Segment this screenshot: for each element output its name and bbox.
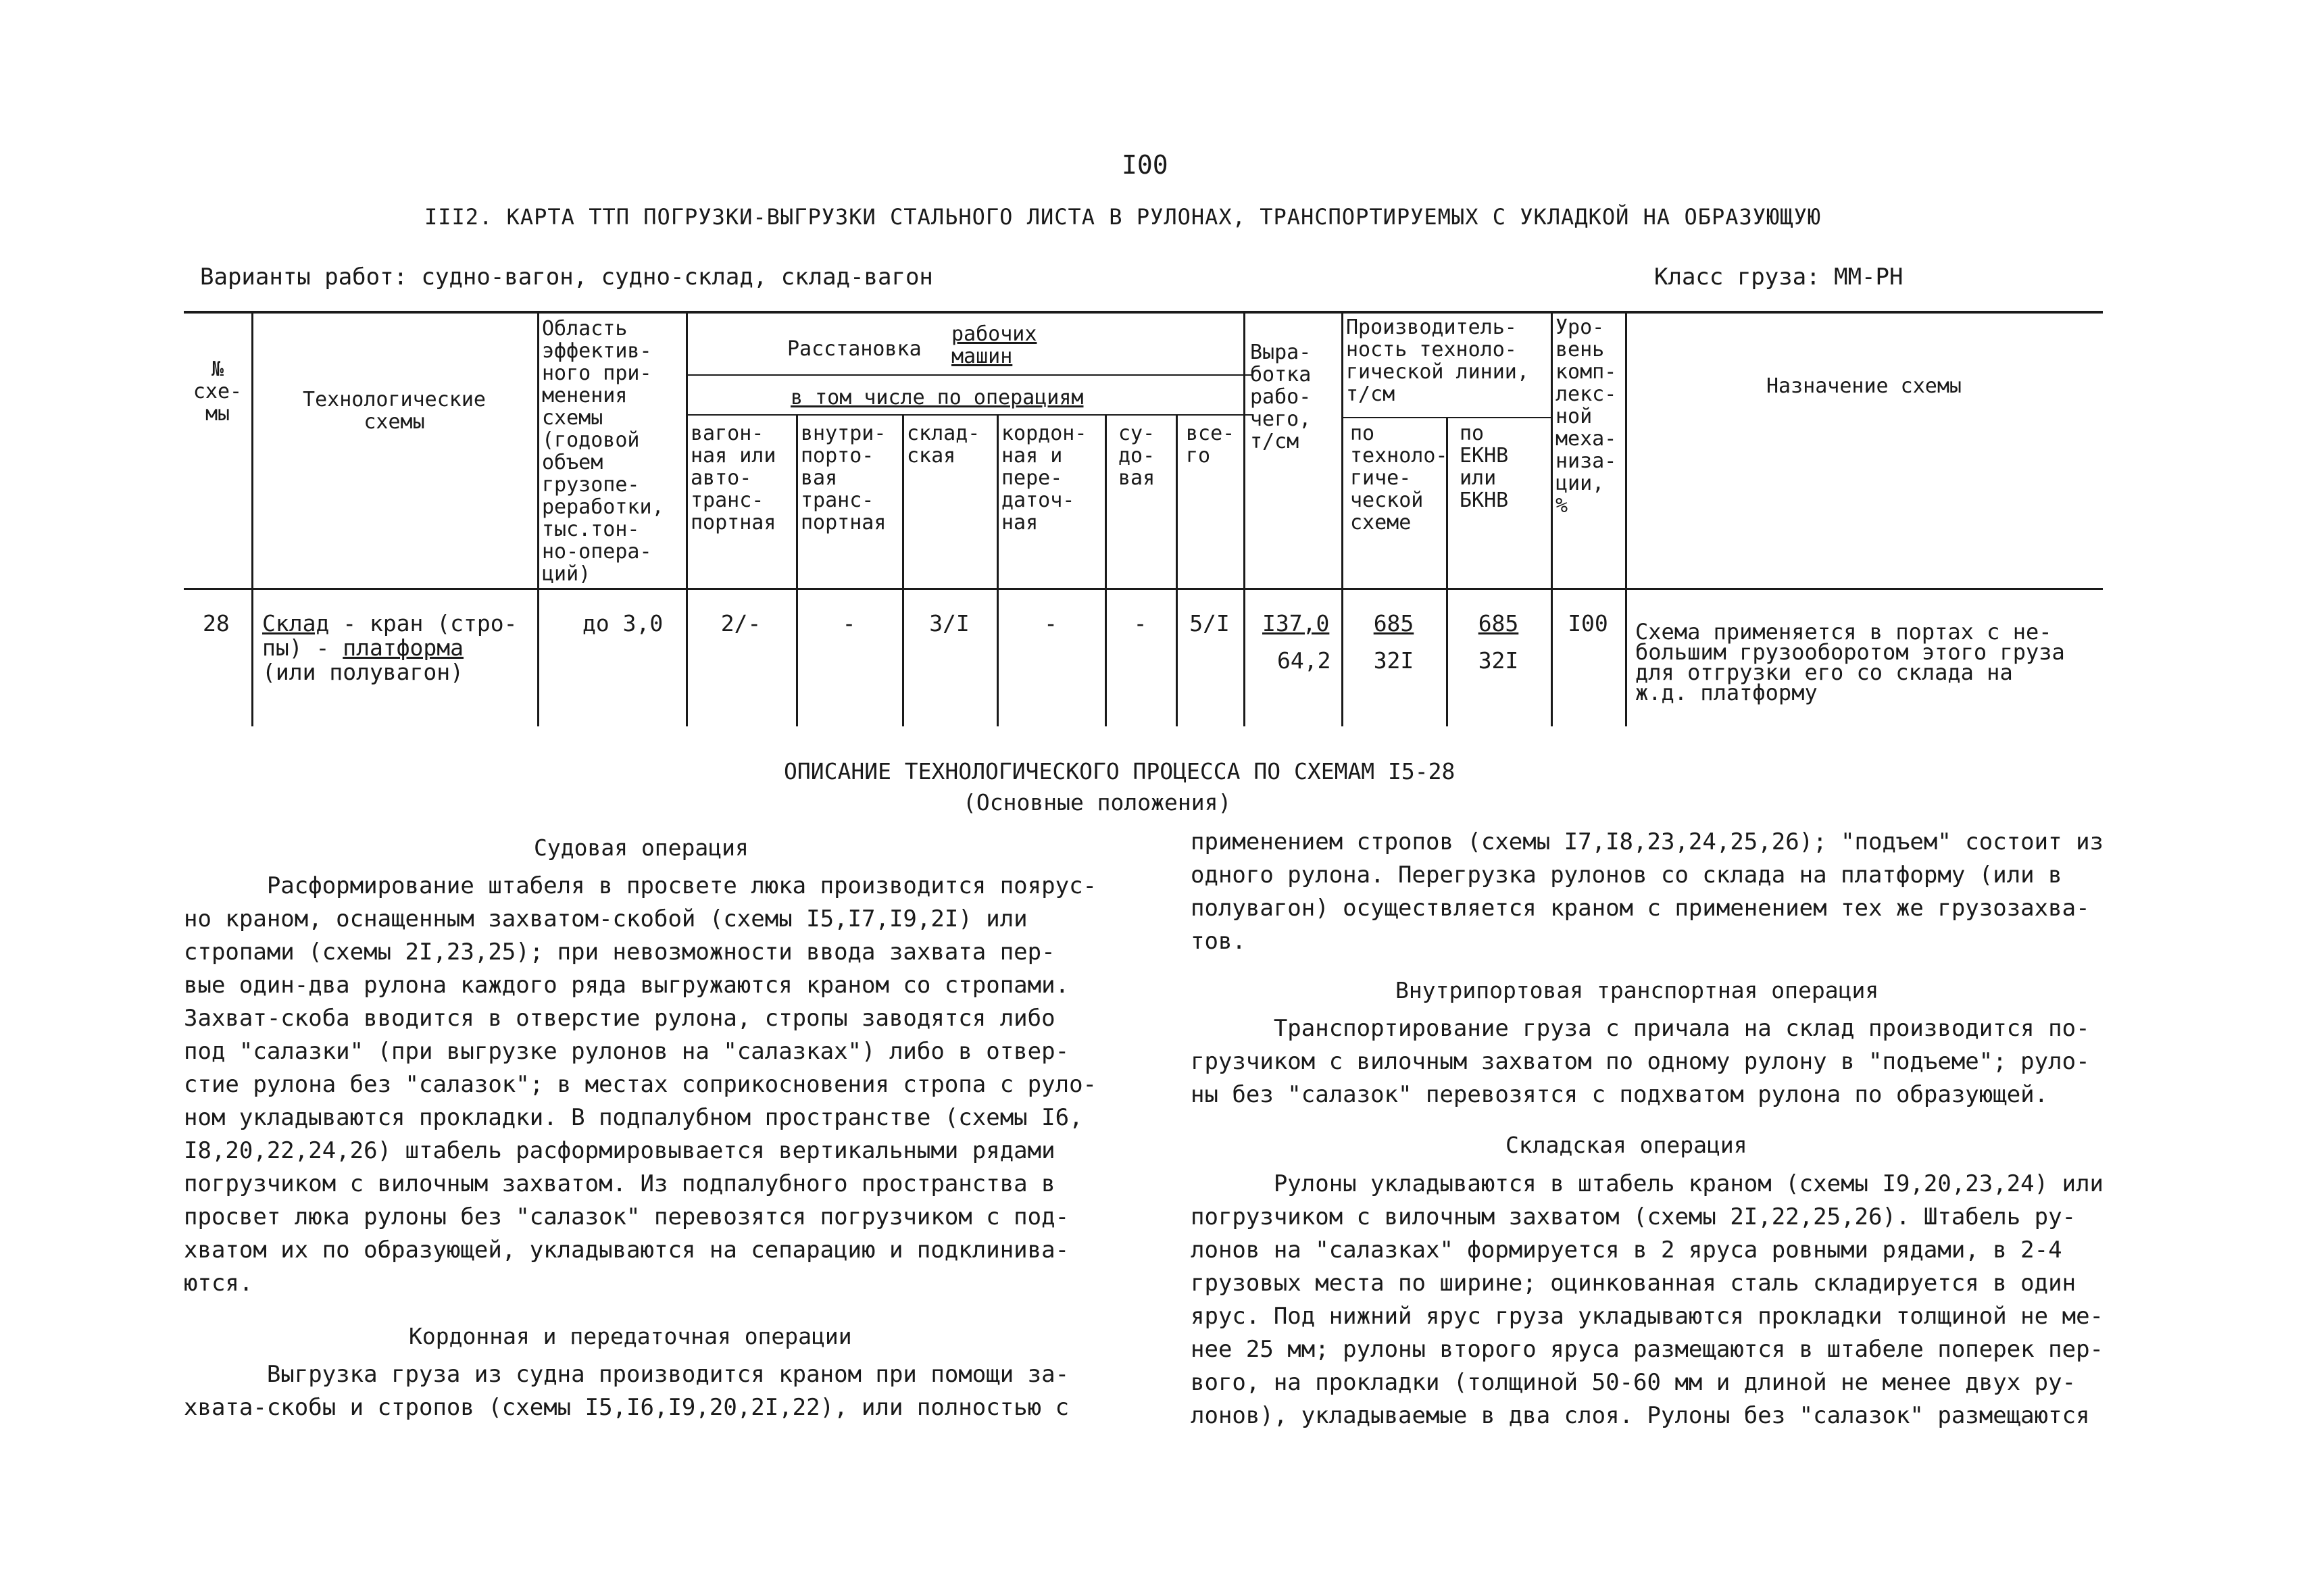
page-title: III2. КАРТА ТТП ПОГРУЗКИ-ВЫГРУЗКИ СТАЛЬНОГО ЛИСТА В РУЛОНАХ, ТРАНСПОРТИРУЕМЫХ С УКЛАДКОЙ НА ОБРАЗУЮЩУЮ bbox=[424, 204, 1822, 230]
row-op-total: 5/I bbox=[1189, 610, 1230, 637]
row-op-kordon: - bbox=[1044, 610, 1057, 637]
tech-slings: пы) - bbox=[262, 634, 343, 661]
heading-inport-operation: Внутрипортовая транспортная операция bbox=[1395, 977, 1879, 1003]
row-ekhnv-top: 685 bbox=[1478, 610, 1519, 637]
paragraph-ship-operation: Расформирование штабеля в просвете люка производится поярус- но краном, оснащенным захватом-скобой (схемы I5,I7,I9,2I) или стропами (схемы 2I,23,25); при невозможности ввода захвата пер- вые один-два рулона каждого ряда выгружаются краном со стропами. Захват-скоба вводится в отверстие рулона, стропы заводятся либо под "салазки" (при выгрузке рулонов на "салазках") либо в отвер- стие рулона без "салазок"; в местах соприкосновения стропа с руло- ном укладываются прокладки. В подпалубном пространстве (схемы I6, I8,20,22,24,26) штабель расформировывается вертикальными рядами погрузчиком с вилочным захватом. Из подпалубного пространства в просвет люка рулоны без "салазок" перевозятся погрузчиком с под- хватом их по образующей, укладываются на сепарацию и подклинива- ются. bbox=[184, 872, 1097, 1297]
col-line bbox=[251, 311, 253, 726]
row-prod-top: 685 bbox=[1373, 610, 1414, 637]
work-variants: Варианты работ: судно-вагон, судно-склад, склад-вагон bbox=[200, 264, 933, 291]
hdr-prod-by-scheme: по техноло- гиче- ческой схеме bbox=[1350, 422, 1448, 534]
row-tech-scheme-line3: (или полувагон) bbox=[262, 659, 464, 685]
description-subtitle: (Основные положения) bbox=[963, 789, 1232, 816]
table-top-border bbox=[184, 311, 2103, 314]
hdr-placement-machines: рабочих машин bbox=[951, 322, 1037, 368]
header-bottom-border bbox=[184, 588, 2103, 590]
row-mechanization: I00 bbox=[1568, 610, 1608, 637]
row-op-warehouse: 3/I bbox=[929, 610, 970, 637]
row-op-inport: - bbox=[842, 610, 856, 637]
col-line bbox=[686, 311, 688, 726]
heading-warehouse-operation: Складская операция bbox=[1505, 1132, 1747, 1158]
tech-warehouse: Склад bbox=[262, 610, 330, 637]
hdr-scheme-number: № схе- мы bbox=[193, 357, 243, 426]
hdr-purpose: Назначение схемы bbox=[1766, 374, 1962, 398]
hdr-op-kordon: кордон- ная и пере- даточ- ная bbox=[1001, 422, 1087, 534]
hdr-productivity: Производитель- ность техноло- гической линии, т/см bbox=[1346, 316, 1529, 406]
row-output-top: I37,0 bbox=[1262, 610, 1330, 637]
hdr-op-wagon: вагон- ная или авто- транс- портная bbox=[691, 422, 776, 534]
row-scheme-number: 28 bbox=[203, 610, 230, 637]
col-line bbox=[902, 416, 904, 726]
tech-platform: платформа bbox=[343, 634, 464, 661]
row-prod-bottom: 32I bbox=[1373, 647, 1414, 674]
col-line bbox=[997, 416, 999, 726]
paragraph-kordon-continued: применением стропов (схемы I7,I8,23,24,25,26); "подъем" состоит из одного рулона. Перегрузка рулонов со склада на платформу (или в полувагон) осуществляется краном с применением тех же грузозахва- тов. bbox=[1191, 828, 2104, 955]
row-op-wagon: 2/- bbox=[720, 610, 762, 637]
page-number: I00 bbox=[1122, 150, 1168, 180]
col-line bbox=[1176, 416, 1178, 726]
hdr-op-ship: су- до- вая bbox=[1118, 422, 1155, 490]
hdr-op-total: все- го bbox=[1186, 422, 1235, 468]
tech-crane: - кран (стро- bbox=[329, 610, 518, 637]
paragraph-warehouse-operation: Рулоны укладываются в штабель краном (схемы I9,20,23,24) или погрузчиком с вилочным захватом (схемы 2I,22,25,26). Штабель ру- лонов на "салазках" формируется в 2 яруса ровными рядами, в 2-4 грузовых места по ширине; оцинкованная сталь складируется в один ярус. Под нижний ярус груза укладываются прокладки толщиной не ме- нее 25 мм; рулоны второго яруса размещаются в штабеле поперек пер- вого, на прокладки (толщиной 50-60 мм и длиной не менее двух ру- лонов), укладываемые в два слоя. Рулоны без "салазок" размещаются bbox=[1191, 1170, 2104, 1429]
hdr-prod-by-ekhnv: по ЕКНВ или БКНВ bbox=[1460, 422, 1509, 512]
col-line bbox=[1243, 311, 1245, 726]
paragraph-kordon-operation: Выгрузка груза из судна производится краном при помощи за- хвата-скобы и стропов (схемы I5,I6,I9,20,2I,22), или полностью с bbox=[184, 1361, 1070, 1421]
hdr-op-inport: внутри- порто- вая транс- портная bbox=[801, 422, 887, 534]
placement-divider bbox=[686, 374, 1253, 376]
row-area: до 3,0 bbox=[582, 610, 664, 637]
hdr-output: Выра- ботка рабо- чего, т/см bbox=[1250, 341, 1312, 453]
hdr-by-operations: в том числе по операциям bbox=[791, 386, 1084, 409]
hdr-op-warehouse: склад- ская bbox=[907, 422, 980, 468]
hdr-application-area: Область эффектив- ного при- менения схемы (годовой объем грузопе- реработки, тыс.тон- но-опера- ций) bbox=[542, 317, 664, 586]
hdr-mechanization: Уро- вень комп- лекс- ной меха- низа- ции, % bbox=[1555, 316, 1617, 518]
row-op-ship: - bbox=[1133, 610, 1147, 637]
col-line bbox=[1551, 311, 1553, 726]
ops-divider bbox=[686, 414, 1253, 416]
cargo-class: Класс груза: ММ-РН bbox=[1654, 264, 1903, 291]
col-line bbox=[796, 416, 798, 726]
hdr-tech-schemes: Технологические схемы bbox=[303, 388, 486, 434]
col-line bbox=[1625, 311, 1627, 726]
row-tech-scheme bbox=[262, 612, 518, 636]
col-line bbox=[537, 311, 539, 726]
description-title: ОПИСАНИЕ ТЕХНОЛОГИЧЕСКОГО ПРОЦЕССА ПО СХЕМАМ I5-28 bbox=[784, 758, 1455, 784]
row-purpose: Схема применяется в портах с не- большим грузооборотом этого груза для отгрузки его со склада на ж.д. платформу bbox=[1635, 619, 2065, 705]
row-tech-scheme-line2 bbox=[262, 636, 464, 660]
row-output-bottom: 64,2 bbox=[1277, 647, 1331, 674]
row-ekhnv-bottom: 32I bbox=[1478, 647, 1519, 674]
paragraph-inport-operation: Транспортирование груза с причала на склад производится по- грузчиком с вилочным захватом по одному рулону в "подъеме"; руло- ны без "салазок" перевозятся с подхватом рулона по образующей. bbox=[1191, 1015, 2090, 1108]
heading-ship-operation: Судовая операция bbox=[534, 834, 749, 861]
hdr-placement: Расстановка bbox=[787, 337, 922, 361]
col-line bbox=[1105, 416, 1107, 726]
heading-kordon-operation: Кордонная и передаточная операции bbox=[409, 1323, 852, 1349]
